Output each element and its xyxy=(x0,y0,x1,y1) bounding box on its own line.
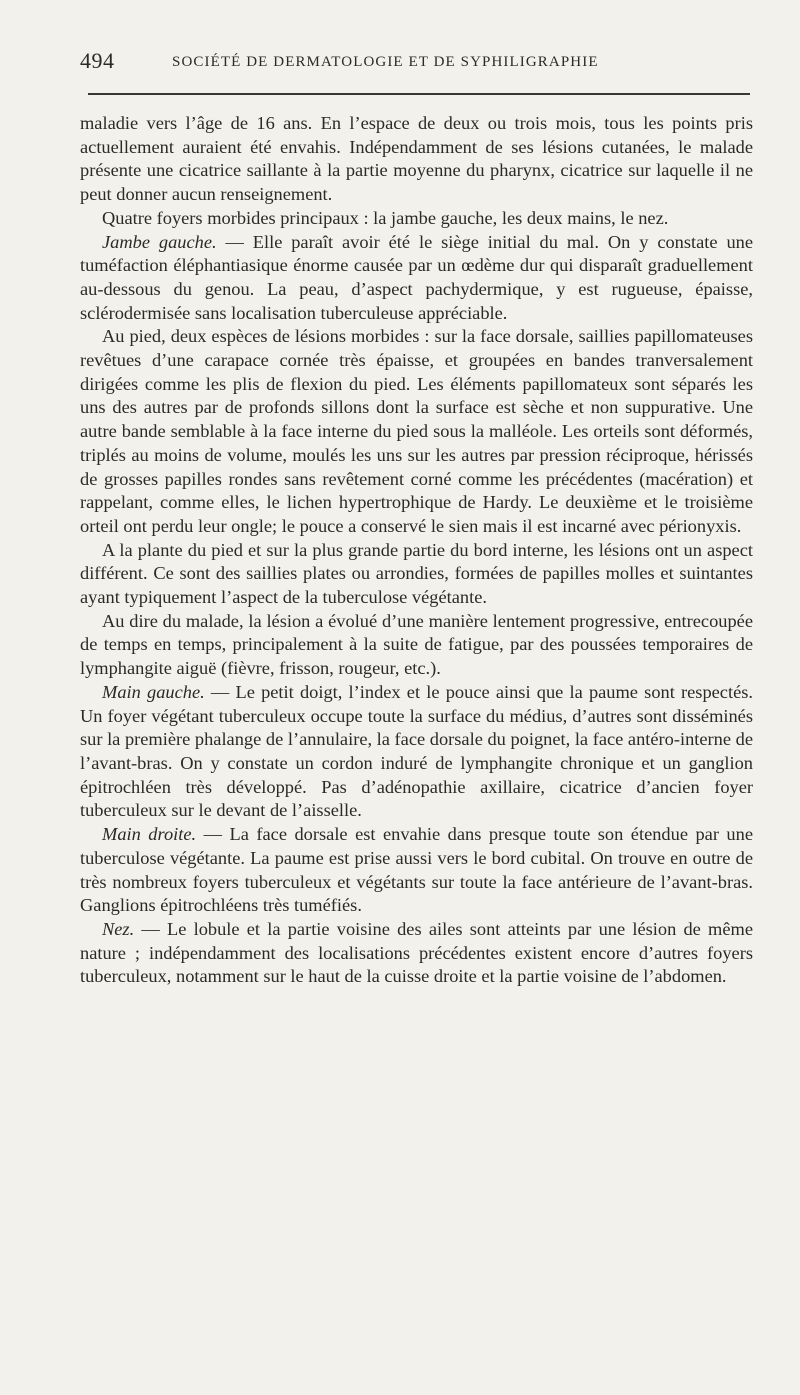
paragraph-pied xyxy=(80,325,753,538)
page-number: 494 xyxy=(80,48,115,73)
paragraph-text: — Elle paraît avoir été le siège initial du mal. On y constate une tuméfaction éléphantiasique énorme causée par un œdème dur qui disparaît graduellement au-dessous du genou. La peau, d’aspect pachydermique, y est rugueuse, épaisse, sclérodermisée sans localisation tuberculeuse appréciable. xyxy=(80,231,753,323)
running-title: SOCIÉTÉ DE DERMATOLOGIE ET DE SYPHILIGRAPHIE xyxy=(172,54,599,70)
section-lead: Main gauche. xyxy=(102,681,205,702)
paragraph-text: Au dire du malade, la lésion a évolué d’une manière lentement progressive, entrecoupée de temps en temps, principalement à la suite de fatigue, par des poussées temporaires de lymphangite aiguë (fièvre, frisson, rougeur, etc.). xyxy=(80,610,753,679)
section-lead: Jambe gauche. xyxy=(102,231,217,252)
paragraph-plante xyxy=(80,539,753,610)
paragraph-text: — Le petit doigt, l’index et le pouce ainsi que la paume sont respectés. Un foyer végétant tuberculeux occupe toute la surface du médius, d’autres sont disséminés sur la première phalange de l’annulaire, la face dorsale du poignet, la face antéro-interne de l’avant-bras. On y constate un cordon induré de lymphangite chronique et un ganglion épitrochléen très développé. Pas d’adénopathie axillaire, cicatrice d’ancien foyer tuberculeux sur le devant de l’aisselle. xyxy=(80,681,753,821)
section-lead: Main droite. xyxy=(102,824,197,845)
paragraph-text: Au pied, deux espèces de lésions morbides : sur la face dorsale, saillies papillomateuses revêtues d’une carapace cornée très épaisse, et groupées en bandes tranversalement dirigées comme les plis de flexion du pied. Les éléments papillomateux sont séparés les uns des autres par de profonds sillons dont la surface est sèche et non suppurative. Une autre bande semblable à la face interne du pied sous la malléole. Les orteils sont déformés, triplés au moins de volume, moulés les uns sur les autres par pression réciproque, hérissés de grosses papilles rondes sans revêtement corné comme les précédentes (macération) et rappelant, comme elles, le lichen hypertrophique de Hardy. Le deuxième et le troisième orteil ont perdu leur ongle; le pouce a conservé le sien mais il est incarné avec périonyxis. xyxy=(80,326,753,536)
section-lead: Nez. xyxy=(102,918,135,939)
page-header xyxy=(80,44,750,84)
paragraph-main-gauche xyxy=(80,681,753,823)
paragraph-text: A la plante du pied et sur la plus grande partie du bord interne, les lésions ont un aspect différent. Ce sont des saillies plates ou arrondies, formées de papilles molles et suintantes ayant typiquement l’aspect de la tuberculose végétante. xyxy=(80,539,753,608)
paragraph-main-droite xyxy=(80,823,753,918)
paragraph-text: maladie vers l’âge de 16 ans. En l’espace de deux ou trois mois, tous les points pris actuellement auraient été envahis. Indépendamment de ses lésions cutanées, le malade présente une cicatrice saillante à la partie moyenne du pharynx, cicatrice sur laquelle il ne peut donner aucun renseignement. xyxy=(80,113,753,205)
paragraph-continuation xyxy=(80,112,753,207)
paragraph-jambe-gauche xyxy=(80,231,753,326)
paragraph-text: Quatre foyers morbides principaux : la jambe gauche, les deux mains, le nez. xyxy=(102,207,669,228)
paragraph-text: — Le lobule et la partie voisine des ailes sont atteints par une lésion de même nature ; indépendamment des localisations précédentes existent encore d’autres foyers tuberculeux, notamment sur le haut de la cuisse droite et la partie voisine de l’abdomen. xyxy=(80,918,753,987)
paragraph-evolution xyxy=(80,610,753,681)
paragraph-nez xyxy=(80,918,753,989)
body-text xyxy=(80,112,753,989)
header-rule xyxy=(88,93,750,95)
paragraph-foyers xyxy=(80,207,753,231)
paragraph-text: — La face dorsale est envahie dans presque toute son étendue par une tuberculose végétante. La paume est prise aussi vers le bord cubital. On trouve en outre de très nombreux foyers tuberculeux et végétants sur toute la face antérieure de l’avant-bras. Ganglions épitrochléens très tuméfiés. xyxy=(80,824,753,916)
